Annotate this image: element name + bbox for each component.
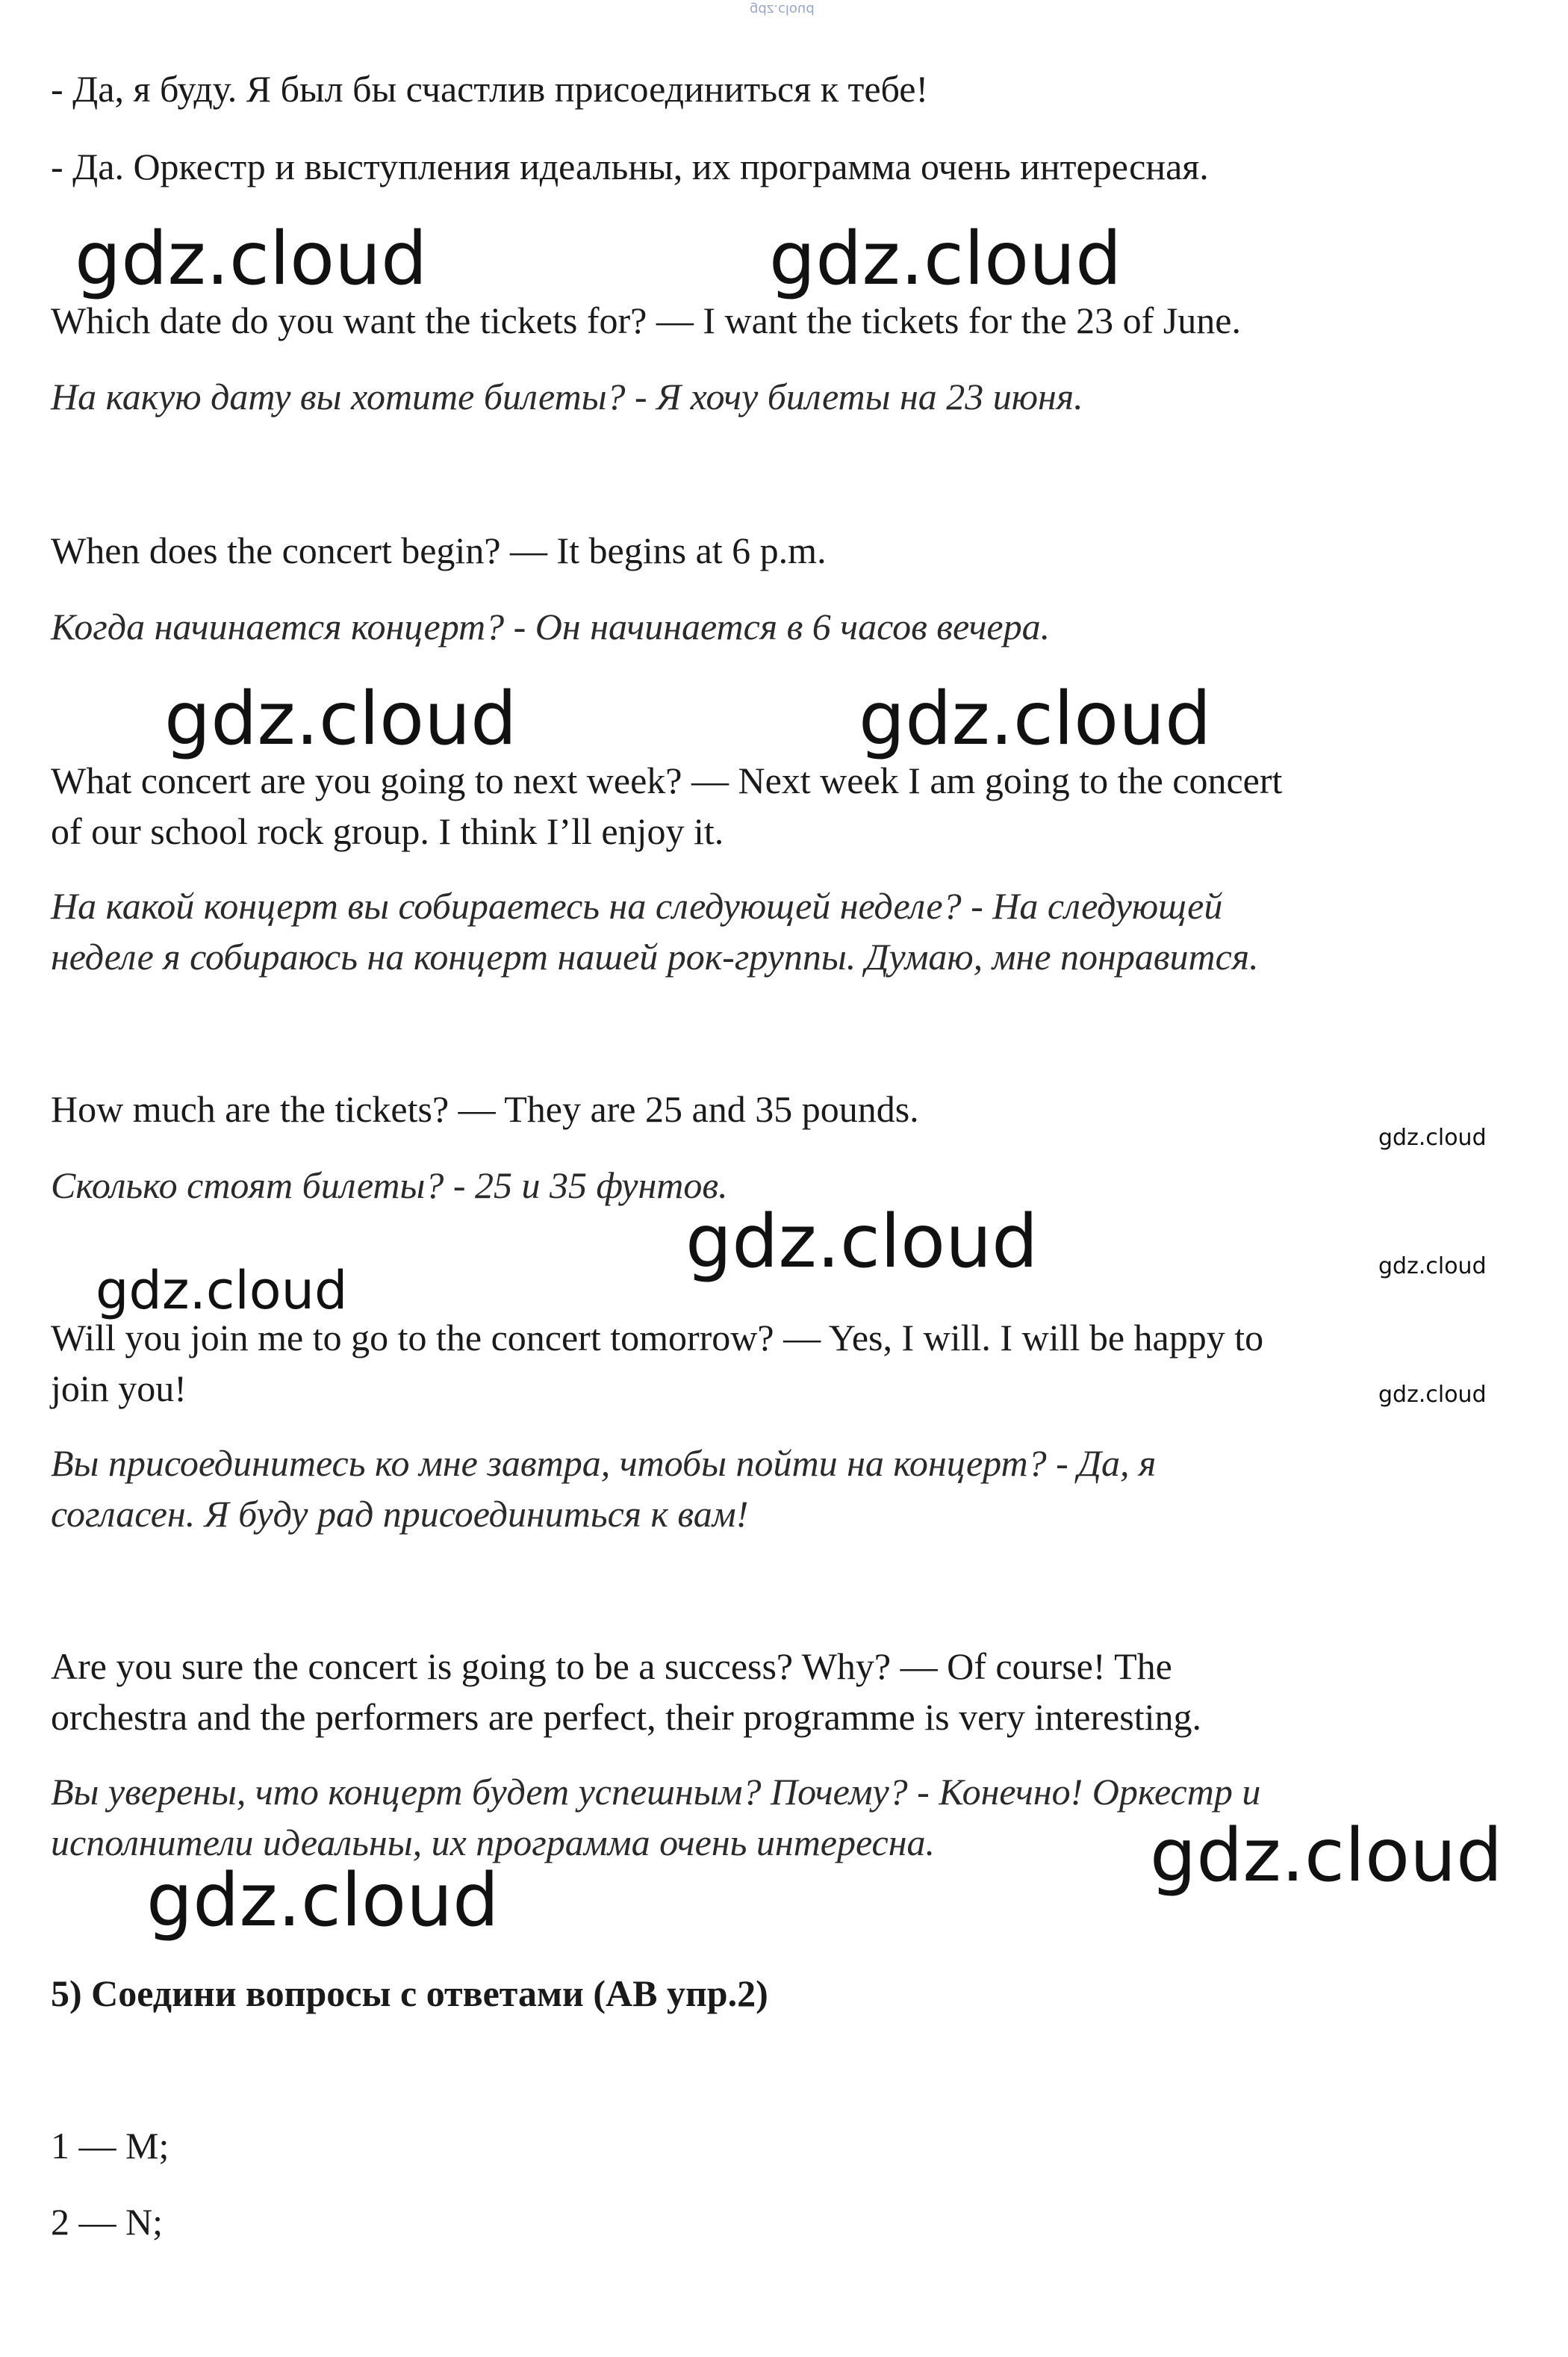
top-watermark: gdz.cloud [750,1,815,17]
question-4-ru: Сколько стоят билеты? - 25 и 35 фунтов. [51,1164,728,1206]
question-6-en-line-2: orchestra and the performers are perfect, their programme is very interesting. [51,1696,1201,1738]
watermark-7: gdz.cloud [1150,1813,1503,1898]
question-5-en-line-2: join you! [51,1367,187,1409]
text-line-2: - Да. Оркестр и выступления идеальны, их программа очень интересная. [51,146,1209,187]
question-3-ru-line-2: неделе я собираюсь на концерт нашей рок-группы. Думаю, мне понравится. [51,936,1259,978]
question-3-en-line-2: of our school rock group. I think I’ll enjoy it. [51,810,724,852]
watermark-small-1: gdz.cloud [1378,1125,1487,1151]
question-1-en: Which date do you want the tickets for? — I want the tickets for the 23 of June. [51,299,1241,341]
answer-1: 1 — M; [51,2125,169,2167]
watermark-8: gdz.cloud [146,1858,500,1943]
task-heading: 5) Соедини вопросы с ответами (АВ упр.2) [51,1972,768,2014]
question-2-en: When does the concert begin? — It begins at 6 p.m. [51,530,827,571]
watermark-6: gdz.cloud [96,1260,348,1321]
question-3-en-line-1: What concert are you going to next week? — Next week I am going to the concert [51,760,1283,801]
text-line-1: - Да, я буду. Я был бы счастлив присоединиться к тебе! [51,68,929,110]
watermark-small-3: gdz.cloud [1378,1382,1487,1408]
question-5-en-line-1: Will you join me to go to the concert tomorrow? — Yes, I will. I will be happy to [51,1317,1264,1358]
watermark-3: gdz.cloud [164,677,517,762]
question-6-ru-line-2: исполнители идеальны, их программа очень интересна. [51,1822,936,1863]
watermark-2: gdz.cloud [769,217,1122,302]
question-6-en-line-1: Are you sure the concert is going to be a success? Why? — Of course! The [51,1645,1172,1687]
question-1-ru: На какую дату вы хотите билеты? - Я хочу билеты на 23 июня. [51,376,1083,417]
watermark-5: gdz.cloud [685,1199,1039,1285]
answer-2: 2 — N; [51,2201,163,2243]
watermark-small-2: gdz.cloud [1378,1253,1487,1279]
question-6-ru-line-1: Вы уверены, что концерт будет успешным? Почему? - Конечно! Оркестр и [51,1771,1261,1813]
question-5-ru-line-2: согласен. Я буду рад присоединиться к вам! [51,1493,749,1535]
question-2-ru: Когда начинается концерт? - Он начинается в 6 часов вечера. [51,606,1051,648]
watermark-1: gdz.cloud [75,217,428,302]
watermark-4: gdz.cloud [859,677,1212,762]
question-3-ru-line-1: На какой концерт вы собираетесь на следующей неделе? - На следующей [51,885,1223,927]
question-5-ru-line-1: Вы присоединитесь ко мне завтра, чтобы пойти на концерт? - Да, я [51,1442,1157,1484]
question-4-en: How much are the tickets? — They are 25 and 35 pounds. [51,1088,919,1130]
